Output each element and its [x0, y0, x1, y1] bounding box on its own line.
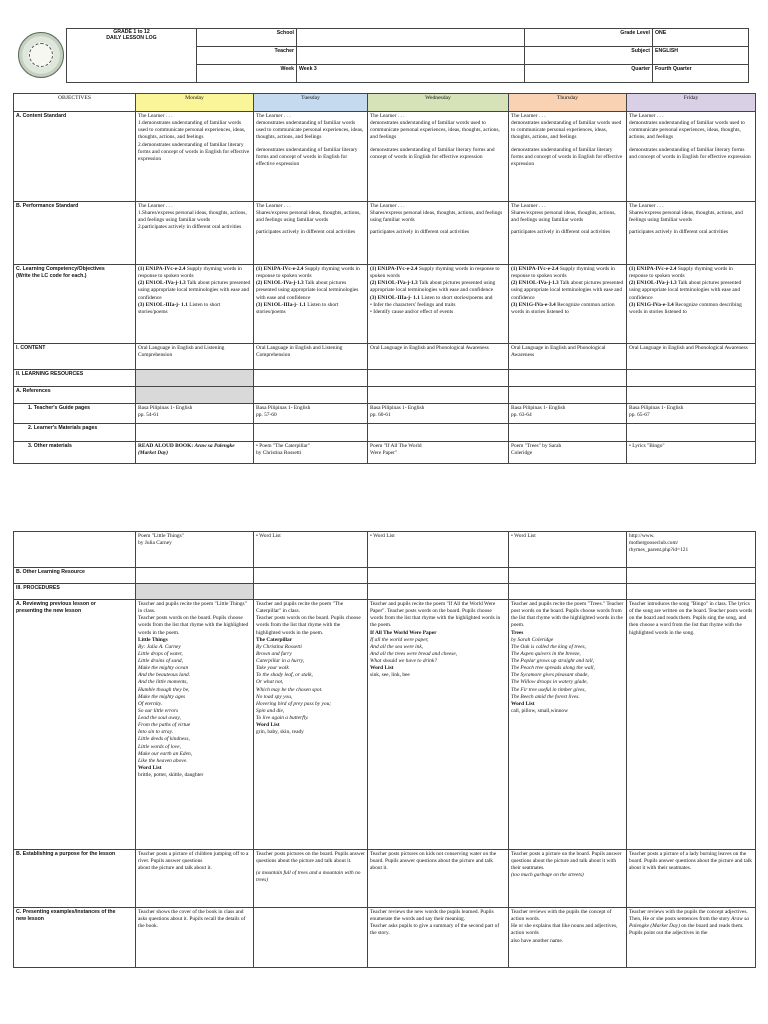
- continued-mon: Poem "Little Things" by Julia Carney: [136, 532, 254, 568]
- procedures-label: III. PROCEDURES: [14, 584, 136, 600]
- learners-materials-mon: [136, 424, 254, 442]
- proc-tue: [254, 584, 368, 600]
- learning-resources-thu: [509, 370, 627, 387]
- day-header-wednesday: Wednesday: [368, 94, 509, 112]
- performance-standard-fri: The Learner . . . Shares/express personal ideas, thoughts, actions, and feelings using familiar words participates actively in different oral activities: [627, 202, 756, 265]
- other-learning-resource-label: B. Other Learning Resource: [14, 568, 136, 584]
- continued-tue: • Word List: [254, 532, 368, 568]
- teachers-guide-mon: Basa Pilipinas 1- English pp. 54-61: [136, 404, 254, 424]
- subject-label: Subject: [525, 47, 653, 65]
- competency-wed: (1) EN1PA-IVc-e-2.4 Supply rhyming words in response to spoken words (2) EN1OL-IVa-j-1.3 Talk about pictures presented using appropriate local terminologies with ease and confidence (3) EN1OL-IIIa-j- 1.1 Listen to short stories/poems and • Infer the characters' feelings and traits • Identify cause and/or effect of events: [368, 265, 509, 344]
- content-thu: Oral Language in English and Phonological Awareness: [509, 344, 627, 370]
- presenting-mon: Teacher shows the cover of the book in class and asks questions about it. Pupils recall the details of the book.: [136, 908, 254, 968]
- learning-resources-mon: [136, 370, 254, 387]
- learning-resources-wed: [368, 370, 509, 387]
- purpose-mon: Teacher posts a picture of children jumping off to a river. Pupils answer questions about the picture and talk about it.: [136, 850, 254, 908]
- competency-label: C. Learning Competency/Objectives (Write the LC code for each.): [14, 265, 136, 344]
- learning-resources-tue: [254, 370, 368, 387]
- learning-resources-label: II. LEARNING RESOURCES: [14, 370, 136, 387]
- content-mon: Oral Language in English and Listening Comprehension: [136, 344, 254, 370]
- proc-wed: [368, 584, 509, 600]
- review-fri: Teacher introduces the song "Bingo" in class. The lyrics of the song are written on the board. Teacher posts words on the board and reads them. Pupils sing the song, and then choose a word from the list that rhyme with the highlighted words in the song.: [627, 600, 756, 850]
- proc-thu: [509, 584, 627, 600]
- grade-title: GRADE 1 to 12 DAILY LESSON LOG: [67, 29, 197, 83]
- content-tue: Oral Language in English and Listening Comprehension: [254, 344, 368, 370]
- other-materials-tue: • Poem "The Caterpillar" by Christina Rossetti: [254, 442, 368, 464]
- olr-mon: [136, 568, 254, 584]
- olr-thu: [509, 568, 627, 584]
- deped-seal-icon: [18, 32, 64, 78]
- references-label: A. References: [14, 387, 136, 404]
- teachers-guide-tue: Basa Pilipinas 1- English pp. 57-60: [254, 404, 368, 424]
- references-mon: [136, 387, 254, 404]
- week-value[interactable]: Week 3: [297, 65, 525, 83]
- content-standard-mon: The Learner . . . 1.demonstrates understanding of familiar words used to communicate personal experiences, ideas, thoughts, actions, and feelings 2.demonstrates understanding of familiar literary forms and concept of words in English for effective expression: [136, 112, 254, 202]
- learners-materials-thu: [509, 424, 627, 442]
- learners-materials-wed: [368, 424, 509, 442]
- objectives-header: OBJECTIVES: [14, 94, 136, 112]
- review-wed: Teacher and pupils recite the poem "If All the World Were Paper". Teacher posts words on the board. Pupils choose words from the list that rhyme with the highlighted words in the poem. If All The World Were Paper If all the world were paper, And all the sea were ink, And all the trees were bread and cheese, What should we have to drink? Word List sink, see, link, bee: [368, 600, 509, 850]
- learners-materials-tue: [254, 424, 368, 442]
- subject-value[interactable]: ENGLISH: [653, 47, 749, 65]
- other-materials-wed: Poem "If All The World Were Paper": [368, 442, 509, 464]
- presenting-fri: Teacher reviews with the pupils the concept adjectives. Then, He or she posts sentences from the story Araw sa Palengke (Market Day) on the board and reads them. Pupils point out the adjectives in the: [627, 908, 756, 968]
- purpose-fri: Teacher posts a picture of a lady burning leaves on the board. Pupils answer questions about the picture and talk about it with their seatmates.: [627, 850, 756, 908]
- continued-label: [14, 532, 136, 568]
- performance-standard-thu: The Learner . . . Shares/express personal ideas, thoughts, actions, and feelings using familiar words participates actively in different oral activities: [509, 202, 627, 265]
- purpose-thu: Teacher posts a picture on the board. Pupils answer questions about the picture and talk about it with their seatmates. (too much garbage on the streets): [509, 850, 627, 908]
- quarter-value[interactable]: Fourth Quarter: [653, 65, 749, 83]
- learners-materials-fri: [627, 424, 756, 442]
- performance-standard-tue: The Learner . . . Shares/express personal ideas, thoughts, actions, and feelings using familiar words participates actively in different oral activities: [254, 202, 368, 265]
- olr-wed: [368, 568, 509, 584]
- competency-fri: (1) EN1PA-IVc-e-2.4 Supply rhyming words in response to spoken words (2) EN1OL-IVa-j-1.3 Talk about pictures presented using appropriate local terminologies with ease and confidence (3) EN1G-IVa-e-3.4 Recognize common describing words in stories listened to: [627, 265, 756, 344]
- continued-thu: • Word List: [509, 532, 627, 568]
- performance-standard-wed: The Learner . . . Shares/express personal ideas, thoughts, actions, and feelings using familiar words participates actively in different oral activities: [368, 202, 509, 265]
- teachers-guide-thu: Basa Pilipinas 1- English pp. 63-64: [509, 404, 627, 424]
- proc-mon: [136, 584, 254, 600]
- day-header-monday: Monday: [136, 94, 254, 112]
- content-fri: Oral Language in English and Phonological Awareness: [627, 344, 756, 370]
- references-tue: [254, 387, 368, 404]
- school-value[interactable]: [297, 29, 525, 47]
- content-standard-wed: The Learner . . . demonstrates understanding of familiar words used to communicate personal experiences, ideas, thoughts, actions, and feelings demonstrates understanding of familiar literary forms and concept of words in English for effective expression: [368, 112, 509, 202]
- presenting-thu: Teacher reviews with the pupils the concept of action words. He or she explains that like nouns and adjectives, action words also have another name.: [509, 908, 627, 968]
- purpose-wed: Teacher posts pictures on kids not conserving water on the board. Pupils answer questions about the picture and talk about it.: [368, 850, 509, 908]
- day-header-tuesday: Tuesday: [254, 94, 368, 112]
- lesson-table-part2: [13, 531, 756, 968]
- presenting-tue: [254, 908, 368, 968]
- grade-level-label: Grade Level: [525, 29, 653, 47]
- day-header-friday: Friday: [627, 94, 756, 112]
- other-materials-label: 3. Other materials: [14, 442, 136, 464]
- purpose-label: B. Establishing a purpose for the lesson: [14, 850, 136, 908]
- purpose-tue: Teacher posts pictures on the board. Pupils answer questions about the picture and talk about it. (a mountain full of trees and a mountain with no trees): [254, 850, 368, 908]
- teachers-guide-fri: Basa Pilipinas 1- English pp. 65-67: [627, 404, 756, 424]
- lesson-table-part1: [13, 93, 756, 464]
- competency-tue: (1) EN1PA-IVc-e-2.4 Supply rhyming words in response to spoken words (2) EN1OL-IVa-j-1.3 Talk about pictures presented using appropriate local terminologies with ease and confidence (3) EN1OL-IIIa-j- 1.1 Listen to short stories/poems: [254, 265, 368, 344]
- learning-resources-fri: [627, 370, 756, 387]
- references-fri: [627, 387, 756, 404]
- content-standard-thu: The Learner . . . demonstrates understanding of familiar words used to communicate personal experiences, ideas, thoughts, actions, and feelings demonstrates understanding of familiar literary forms and concept of words in English for effective expression: [509, 112, 627, 202]
- review-thu: Teacher and pupils recite the poem "Trees." Teacher post words on the board. Pupils choose words from the list that rhyme with the highlighted words in the poem. Trees by Sarah Coleridge The Oak is called the king of trees, The Aspen quivers in the breeze, The Poplar grows up straight and tall, The Peach tree spreads along the wall, The Sycamore gives pleasant shade, The Willow droops in watery glade, The Fir tree useful in timber gives, The Beech amid the forest lives. Word List call, pillow, small,winnow: [509, 600, 627, 850]
- other-materials-fri: • Lyrics "Bingo": [627, 442, 756, 464]
- presenting-wed: Teacher reviews the new words the pupils learned. Pupils enumerate the words and say their meaning. Teacher asks pupils to give a summary of the second part of the story.: [368, 908, 509, 968]
- teachers-guide-label: 1. Teacher's Guide pages: [14, 404, 136, 424]
- review-mon: Teacher and pupils recite the poem "Little Things" in class. Teacher posts words on the board. Pupils choose words from the list that rhyme with the highlighted words in the poem. Little Things By: Julia A. Carney Little drops of water, Little drains of sand, Make the mighty ocean And the beauteous land. And the little moments, Humble though they be, Make the mighty ages Of eternity. So our little errors Lead the soul away, From the paths of virtue Into sin to stray. Little deeds of kindness, Little words of love, Make our earth an Eden, Like the heaven above. Word List brittle, potter, skittle, daughter: [136, 600, 254, 850]
- school-label: School: [197, 29, 297, 47]
- performance-standard-mon: The Learner . . . 1.Shares/express personal ideas, thoughts, actions, and feelings using familiar words 2.participates actively in different oral activities: [136, 202, 254, 265]
- content-standard-tue: The Learner . . . demonstrates understanding of familiar words used to communicate personal experiences, ideas, thoughts, actions, and feelings demonstrates understanding of familiar literary forms and concept of words in English for effective expression: [254, 112, 368, 202]
- teacher-value[interactable]: [297, 47, 525, 65]
- learners-materials-label: 2. Learner's Materials pages: [14, 424, 136, 442]
- day-header-thursday: Thursday: [509, 94, 627, 112]
- content-standard-fri: The Learner . . . demonstrates understanding of familiar words used to communicate personal experiences, ideas, thoughts, actions, and feelings demonstrates understanding of familiar literary forms and concept of words in English for effective expression: [627, 112, 756, 202]
- references-thu: [509, 387, 627, 404]
- teacher-label: Teacher: [197, 47, 297, 65]
- proc-fri: [627, 584, 756, 600]
- continued-fri[interactable]: http://www. mothergooseclub.com/ rhymes_parent.php?id=121: [627, 532, 756, 568]
- teachers-guide-wed: Basa Pilipinas 1- English pp. 60-61: [368, 404, 509, 424]
- competency-mon: (1) EN1PA-IVc-e-2.4 Supply rhyming words in response to spoken words (2) EN1OL-IVa-j-1.3 Talk about pictures presented using appropriate local terminologies with ease and confidence (3) EN1OL-IIIa-j- 1.1 Listen to short stories/poems: [136, 265, 254, 344]
- review-tue: Teacher and pupils recite the poem "The Caterpillar" in class. Teacher posts words on the board. Pupils choose words from the list that rhyme with the highlighted words in the poem. The Caterpillar By Christina Rossetti Brown and furry Caterpillar in a hurry, Take your walk To the shady leaf, or stalk, Or what not, Which may be the chosen spot. No toad spy you, Hovering bird of prey pass by you; Spin and die, To live again a butterfly. Word List grin, baby, skin, ready: [254, 600, 368, 850]
- grade-level-value[interactable]: ONE: [653, 29, 749, 47]
- competency-thu: (1) EN1PA-IVc-e-2.4 Supply rhyming words in response to spoken words (2) EN1OL-IVa-j-1.3 Talk about pictures presented using appropriate local terminologies with ease and confidence (3) EN1G-IVa-e-3.4 Recognize common action words in stories listened to: [509, 265, 627, 344]
- header-table: [66, 28, 749, 83]
- performance-standard-label: B. Performance Standard: [14, 202, 136, 265]
- references-wed: [368, 387, 509, 404]
- olr-tue: [254, 568, 368, 584]
- week-label: Week: [197, 65, 297, 83]
- content-standard-label: A. Content Standard: [14, 112, 136, 202]
- continued-wed: • Word List: [368, 532, 509, 568]
- content-label: I. CONTENT: [14, 344, 136, 370]
- review-label: A. Reviewing previous lesson or presenting the new lesson: [14, 600, 136, 850]
- content-wed: Oral Language in English and Phonological Awareness: [368, 344, 509, 370]
- other-materials-thu: Poem "Trees" by Sarah Coleridge: [509, 442, 627, 464]
- presenting-label: C. Presenting examples/instances of the new lesson: [14, 908, 136, 968]
- other-materials-mon: READ ALOUD BOOK: Araw sa Palengke (Market Day): [136, 442, 254, 464]
- quarter-label: Quarter: [525, 65, 653, 83]
- olr-fri: [627, 568, 756, 584]
